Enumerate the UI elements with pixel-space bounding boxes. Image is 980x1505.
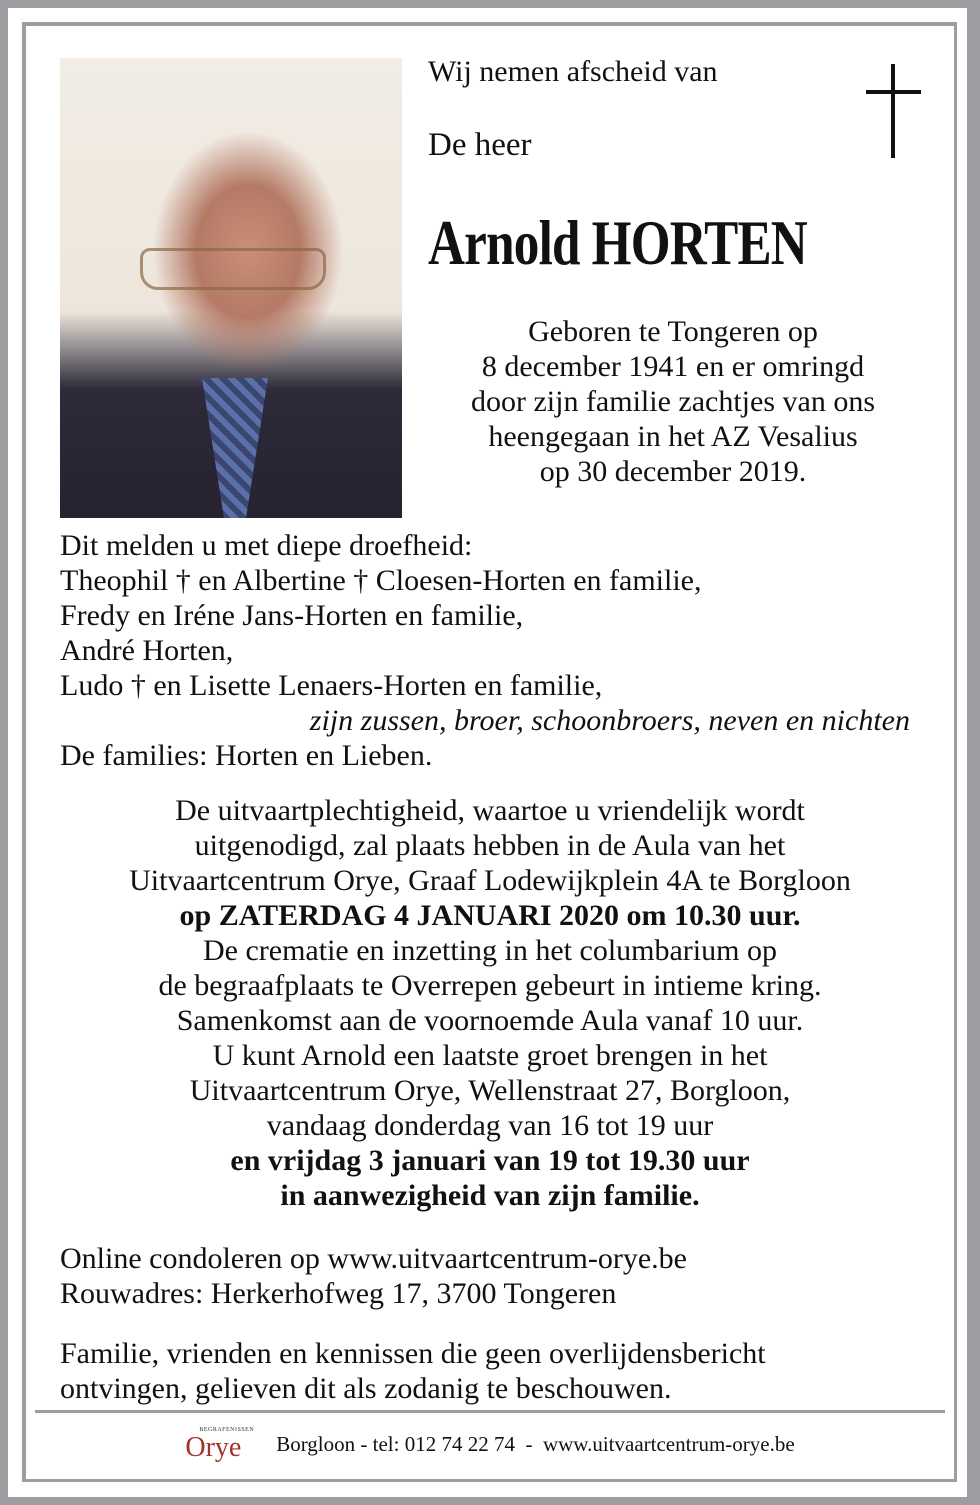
ceremony-line: uitgenodigd, zal plaats hebben in de Aula van het: [194, 829, 786, 862]
birth-line: op 30 december 2019.: [539, 455, 807, 488]
family-intro: Dit melden u met diepe droefheid:: [60, 529, 473, 562]
deceased-name: Arnold HORTEN: [428, 207, 807, 278]
ceremony-line: Samenkomst aan de voornoemde Aula vanaf 10 uur.: [176, 1004, 804, 1037]
title-text: De heer: [428, 127, 532, 163]
logo-text: Orye: [185, 1431, 242, 1463]
ceremony-line: in aanwezigheid van zijn familie.: [280, 1179, 700, 1212]
birth-line: Geboren te Tongeren op: [528, 315, 818, 348]
ceremony-line: de begraafplaats te Overrepen gebeurt in intieme kring.: [158, 969, 822, 1002]
logo-small-text: BEGRAFENISSEN: [199, 1426, 255, 1433]
intro-text: Wij nemen afscheid van: [428, 55, 718, 88]
families-line: De families: Horten en Lieben.: [60, 739, 433, 772]
cross-icon: [866, 64, 921, 158]
contact-line: Rouwadres: Herkerhofweg 17, 3700 Tongeren: [60, 1277, 617, 1310]
divider: [35, 1410, 945, 1413]
contact-line: Online condoleren op www.uitvaartcentrum-orye.be: [60, 1242, 687, 1275]
ceremony-line: en vrijdag 3 januari van 19 tot 19.30 uur: [230, 1144, 750, 1177]
ceremony-line: U kunt Arnold een laatste groet brengen in het: [212, 1039, 768, 1072]
ceremony-line: De uitvaartplechtigheid, waartoe u vriendelijk wordt: [175, 794, 805, 827]
footer-text: Borgloon - tel: 012 74 22 74 - www.uitvaartcentrum-orye.be: [276, 1431, 795, 1456]
family-line: Ludo † en Lisette Lenaers-Horten en familie,: [60, 669, 603, 702]
footer: [0, 1424, 980, 1464]
family-line: André Horten,: [60, 634, 234, 667]
notice-line: ontvingen, gelieven dit als zodanig te beschouwen.: [60, 1372, 672, 1405]
family-line: Fredy en Iréne Jans-Horten en familie,: [60, 599, 524, 632]
family-line: Theophil † en Albertine † Cloesen-Horten en familie,: [60, 564, 702, 597]
ceremony-line: Uitvaartcentrum Orye, Wellenstraat 27, Borgloon,: [189, 1074, 791, 1107]
notice-line: Familie, vrienden en kennissen die geen overlijdensbericht: [60, 1337, 766, 1370]
birth-line: heengegaan in het AZ Vesalius: [488, 420, 858, 453]
ceremony-line: op ZATERDAG 4 JANUARI 2020 om 10.30 uur.: [179, 899, 801, 932]
family-relation: zijn zussen, broer, schoonbroers, neven en nichten: [309, 704, 910, 737]
ceremony-line: vandaag donderdag van 16 tot 19 uur: [266, 1109, 714, 1142]
orye-logo: [185, 1427, 254, 1462]
birth-line: door zijn familie zachtjes van ons: [470, 385, 876, 418]
ceremony-line: Uitvaartcentrum Orye, Graaf Lodewijkplein 4A te Borgloon: [129, 864, 851, 897]
portrait-photo: [60, 58, 402, 518]
birth-line: 8 december 1941 en er omringd: [481, 350, 865, 383]
ceremony-line: De crematie en inzetting in het columbarium op: [203, 934, 777, 967]
